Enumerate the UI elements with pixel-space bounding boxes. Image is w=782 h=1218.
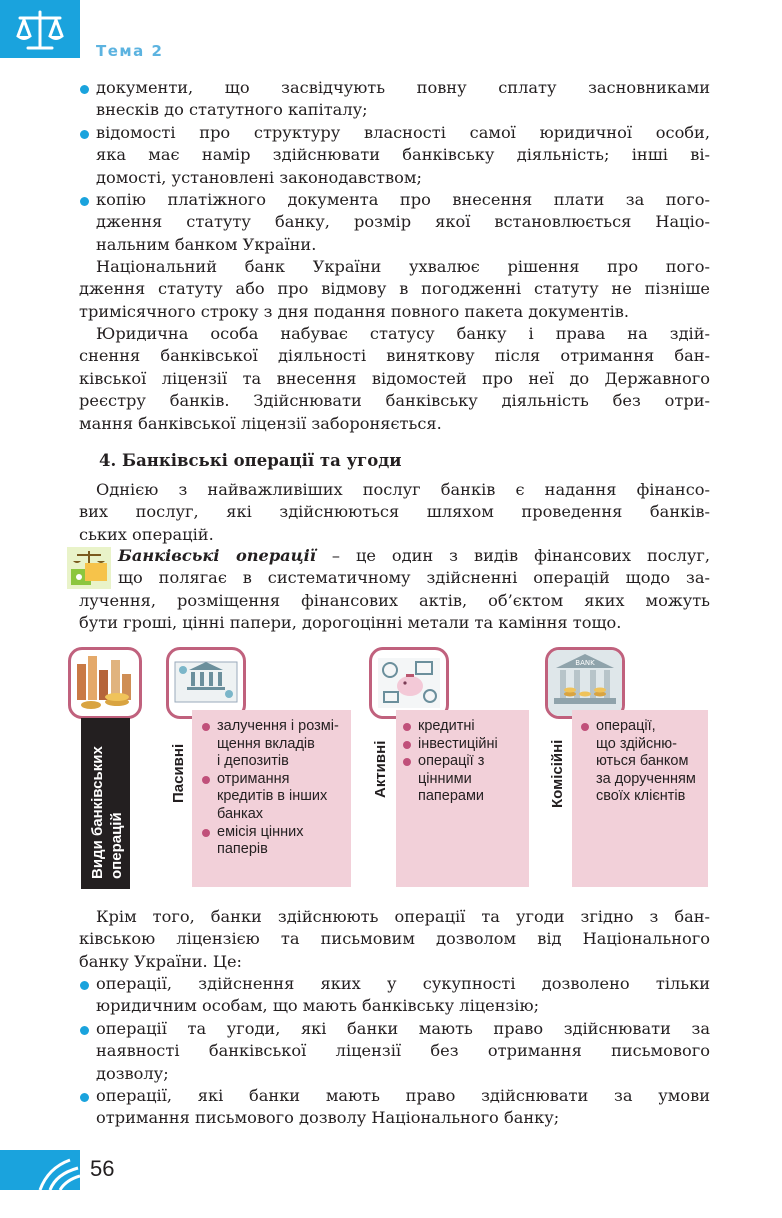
passive-items [202, 718, 339, 859]
list-item: інвестиційні [403, 736, 498, 754]
list-item: операції з цінними паперами [403, 753, 498, 806]
text-line: домості, установлені законодавством; [96, 167, 422, 187]
text-line: операції, які банки мають право здійснювати за умови [96, 1086, 710, 1106]
text-line: дження статуту або про відмову в погодженні статуту не пізніше [79, 279, 710, 299]
text-line: лучення, розміщення фінансових актів, об’єктом яких можуть [79, 591, 710, 610]
text-line: ських операцій. [79, 524, 214, 544]
paragraph-4 [79, 906, 710, 973]
root-label [88, 746, 126, 879]
paragraph-1 [79, 256, 710, 323]
passive-icon [166, 647, 246, 719]
list-item: операції, що здійсню- ються банком за дорученням своїх клієнтів [581, 718, 696, 806]
text-line: отримання письмового дозволу Національного банку; [96, 1108, 560, 1128]
active-icon [369, 647, 449, 719]
bullet-list-top [79, 77, 710, 256]
text-line: реєстру банків. Здійснювати банківську діяльність без отри- [79, 391, 710, 411]
footer-wave-band [0, 1150, 80, 1190]
root-label-line: Види банківських [89, 746, 106, 879]
text-line: тримісячного строку з дня подання повного пакета документів. [79, 301, 630, 321]
definition-lines-full [79, 590, 710, 635]
list-item: кредитні [403, 718, 498, 736]
category-label-passive: Пасивні [170, 743, 187, 803]
list-item: емісія цінних паперів [202, 824, 339, 859]
text-line: документи, що засвідчують повну сплату засновниками [96, 78, 710, 97]
text-line: дозволу; [96, 1063, 169, 1083]
text-line: вих послуг, які здійснюються шляхом проведення банків- [79, 502, 710, 522]
text-line: операції та угоди, які банки мають право здійснювати за [96, 1018, 710, 1038]
bullet-icon [80, 197, 89, 206]
text-line: нальним банком України. [96, 234, 317, 254]
commission-box [572, 710, 708, 887]
definition-lines-short [118, 545, 710, 590]
text-line: банку України. Це: [79, 951, 242, 971]
bullet-icon [80, 85, 89, 94]
bullet-item-1 [79, 77, 710, 122]
text-line: мання банківської ліцензії забороняється. [79, 413, 442, 433]
text-line: відомості про структуру власності самої юридичної особи, [96, 122, 710, 142]
scales-icon [14, 8, 66, 52]
definition-term: Банківські операції [118, 546, 316, 565]
commission-icon [545, 647, 625, 719]
bullet-item-1 [79, 973, 710, 1018]
text-line: Крім того, банки здійснюють операції та угоди згідно з бан- [96, 907, 710, 926]
paragraph-3 [79, 479, 710, 546]
definition-text: – це один з видів фінансових послуг, [315, 546, 711, 565]
active-items [403, 718, 498, 806]
bullet-icon [80, 981, 89, 990]
bullet-icon [80, 130, 89, 139]
svg-text:BANK: BANK [575, 659, 595, 667]
root-label-line: операцій [108, 812, 125, 879]
text-line: Однією з найважливіших послуг банків є надання фінансо- [96, 480, 710, 499]
passive-box [192, 710, 351, 887]
text-line: ківської ліцензії та внесення відомостей про неї до Державного [79, 368, 710, 388]
text-line: бути гроші, цінні папери, дорогоцінні метали та каміння тощо. [79, 613, 622, 633]
bullet-item-2 [79, 1018, 710, 1085]
commission-items [581, 718, 696, 806]
header-logo-scales [0, 0, 80, 58]
definition-icon [67, 547, 111, 589]
bullet-icon [80, 1026, 89, 1035]
page-number: 56 [90, 1156, 115, 1181]
active-box [396, 710, 529, 887]
text-line: наявності банківської ліцензії без отримання письмового [96, 1041, 710, 1061]
text-line: Юридична особа набуває статусу банку і права на здій- [96, 324, 710, 343]
theme-label: Тема 2 [96, 42, 164, 60]
section-heading: 4. Банківські операції та угоди [99, 451, 402, 470]
bullet-icon [80, 1093, 89, 1102]
operations-icon [68, 647, 142, 719]
text-line: внесків до статутного капіталу; [96, 100, 368, 120]
category-label-commission: Комісійні [549, 739, 566, 808]
paragraph-2 [79, 323, 710, 435]
text-line: що полягає в систематичному здійсненні операцій щодо за- [118, 568, 710, 588]
text-line: Національний банк України ухвалює рішення про пого- [96, 257, 710, 276]
text-line: юридичним особам, що мають банківську ліцензію; [96, 996, 540, 1016]
bank-operations-diagram [62, 645, 712, 895]
text-line: дження статуту банку, розмір якої встановлюється Націо- [96, 212, 710, 232]
bullet-item-3 [79, 1085, 710, 1130]
list-item: залучення і розмі- щення вкладів і депозитів [202, 718, 339, 771]
text-line: операції, здійснення яких у сукупності дозволено тільки [96, 974, 710, 993]
text-line: ківською ліцензією та письмовим дозволом від Національного [79, 929, 710, 949]
text-line: копію платіжного документа про внесення плати за пого- [96, 190, 710, 210]
bullet-item-2 [79, 122, 710, 189]
list-item: отримання кредитів в інших банках [202, 771, 339, 824]
category-label-active: Активні [372, 740, 389, 798]
bullet-list-bottom [79, 973, 710, 1130]
definition-line-1 [118, 545, 710, 567]
text-line: снення банківської діяльності виняткову після отримання бан- [79, 346, 710, 366]
bullet-item-3 [79, 189, 710, 256]
text-line: яка має намір здійснювати банківську діяльність; інші ві- [96, 145, 710, 165]
